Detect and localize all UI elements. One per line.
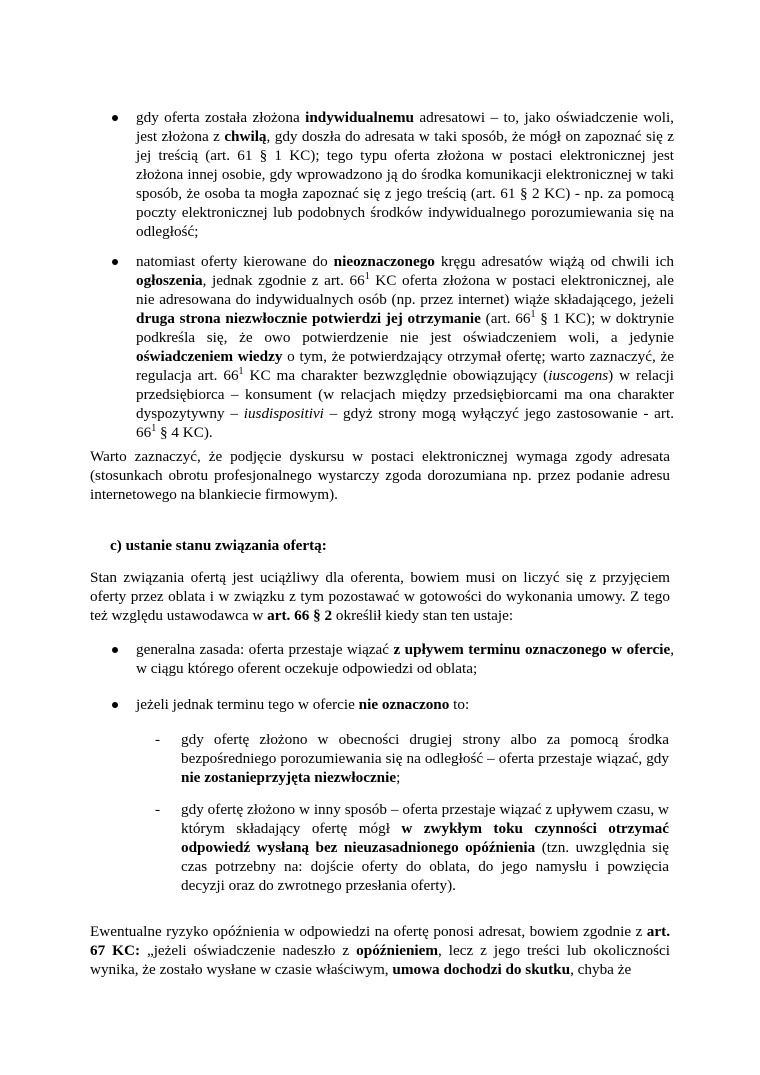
dash-marker: - [155, 801, 161, 818]
paragraph-delay-risk: Ewentualne ryzyko opóźnienia w odpowiedzi na ofertę ponosi adresat, bowiem zgodnie z art. 67 KC: „jeżeli oświadczenie nadeszło z opóźnieniem, lecz z jego treści lub okoliczności wynika, że zostało wysłane w czasie właściwym, umowa dochodzi do skutku, chyba że [90, 923, 670, 978]
bullet-text: gdy oferta została złożona indywidualnemu adresatowi – to, jako oświadczenie woli, jest złożona z chwilą, gdy doszła do adresata w taki sposób, że mógł on zapoznać się z jej treścią (art. 61 § 1 KC); tego typu oferta złożona w postaci elektronicznej jest złożona innej osobie, gdy wprowadzono ją do środka komunikacji elektronicznej w taki sposób, że osoba ta mogła zapoznać się z jego treścią (art. 61 § 2 KC) - np. za pomocą poczty elektronicznej lub podobnych środków indywidualnego porozumiewania się na odległość; [136, 109, 674, 240]
paragraph-binding-state: Stan związania ofertą jest uciążliwy dla oferenta, bowiem musi on liczyć się z przyjęciem oferty przez oblata i w związku z tym pozostawać w gotowości do wykonania umowy. Z tego też względu ustawodawca w art. 66 § 2 określił kiedy stan ten ustaje: [90, 569, 670, 624]
dash-item-other-method [155, 800, 669, 895]
bullet-text: natomiast oferty kierowane do nieoznaczonego kręgu adresatów wiążą od chwili ich ogłoszenia, jednak zgodnie z art. $66^1$ KC oferta złożona w postaci elektronicznej, ale nie adresowana do indywidualnych osób (np. przez internet) wiąże składającego, jeżeli druga strona niezwłocznie potwierdzi jej otrzymanie (art. $66^1$ § 1 KC); w doktrynie podkreśla się, że owo potwierdzenie nie jest oświadczeniem woli, a jedynie oświadczeniem wiedzy o tym, że potwierdzający otrzymał ofertę; warto zaznaczyć, że regulacja art. $66^1$ KC ma charakter bezwzględnie obowiązujący (iuscogens) w relacji przedsiębiorca – konsument (w relacjach między przedsiębiorcami ma ona charakter dyspozytywny – iusdispositivi – gdyż strony mogą wyłączyć jego zastosowanie - art. $66^1$ § 4 KC). [136, 253, 675, 441]
bullet-dot-icon [112, 647, 118, 653]
bullet-item-no-term [90, 695, 674, 714]
bullet-item-unspecified-addressees [90, 252, 674, 442]
dash-text: gdy ofertę złożono w obecności drugiej strony albo za pomocą środka bezpośredniego porozumiewania się na odległość – oferta przestaje wiązać, gdy nie zostanieprzyjęta niezwłocznie; [181, 731, 669, 786]
bullet-text: generalna zasada: oferta przestaje wiązać z upływem terminu oznaczonego w ofercie, w ciągu którego oferent oczekuje odpowiedzi od oblata; [136, 641, 674, 677]
bullet-dot-icon [112, 702, 118, 708]
paragraph-electronic-consent: Warto zaznaczyć, że podjęcie dyskursu w postaci elektronicznej wymaga zgody adresata (stosunkach obrotu profesjonalnego wystarczy zgoda dorozumiana np. przez podanie adresu internetowego na blankiecie firmowym). [90, 448, 670, 503]
section-heading: c) ustanie stanu związania ofertą: [110, 537, 327, 554]
bullet-dot-icon [112, 259, 118, 265]
bullet-dot-icon [112, 115, 118, 121]
dash-marker: - [155, 731, 161, 748]
dash-text: gdy ofertę złożono w inny sposób – oferta przestaje wiązać z upływem czasu, w którym składający ofertę mógł w zwykłym toku czynności otrzymać odpowiedź wysłaną bez nieuzasadnionego opóźnienia (tzn. uwzględnia się czas potrzebny na: dojście oferty do oblata, do jego namysłu i powzięcia decyzji oraz do zwrotnego przesłania oferty). [181, 801, 669, 894]
bullet-text: jeżeli jednak terminu tego w ofercie nie oznaczono to: [136, 696, 470, 713]
dash-item-direct-communication [155, 730, 669, 787]
bullet-item-general-rule [90, 640, 674, 678]
bullet-item-individual-addressee [90, 108, 674, 241]
